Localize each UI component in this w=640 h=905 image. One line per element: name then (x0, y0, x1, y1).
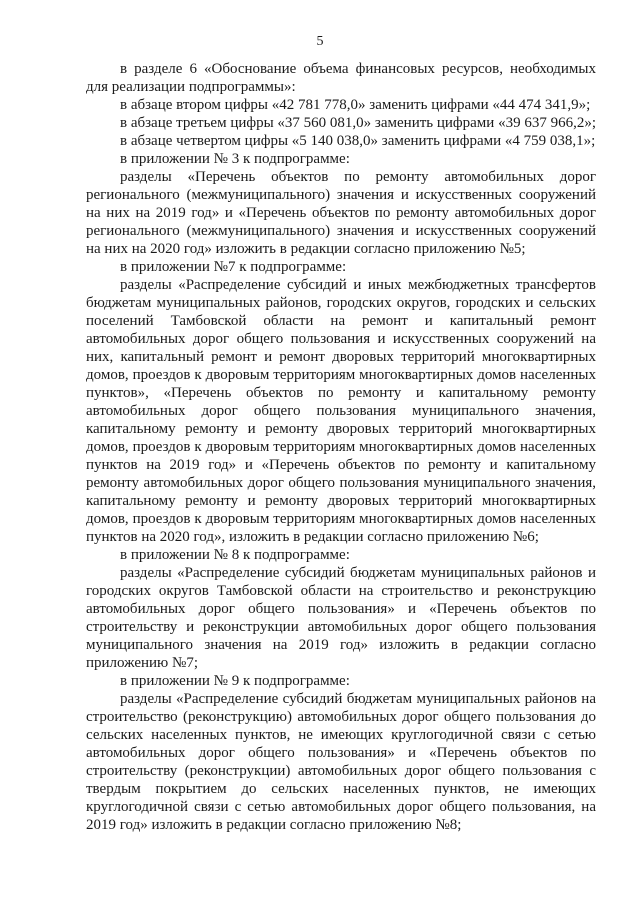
paragraph-appendix-3-heading: в приложении № 3 к подпрограмме: (120, 151, 350, 167)
paragraph-appendix-8-heading: в приложении № 8 к подпрограмме: (120, 547, 350, 563)
paragraph-appendix-7-heading: в приложении №7 к подпрограмме: (120, 259, 347, 275)
paragraph-appendix-9-heading: в приложении № 9 к подпрограмме: (120, 673, 350, 689)
paragraph-abzac-chetvertyy: в абзаце четвертом цифры «5 140 038,0» заменить цифрами «4 759 038,1»; (120, 133, 596, 149)
paragraph-appendix-8-body: разделы «Распределение субсидий бюджетам муниципальных районов и городских округов Тамбовской области на строительство и реконструкцию автомобильных дорог общего пользования» и «Перечень объектов по строительству и реконструкции автомобильных дорог общего пользования муниципального значения на 2019 год» изложить в редакции согласно приложению №7; (86, 565, 596, 671)
paragraph-section-6: в разделе 6 «Обоснование объема финансовых ресурсов, необходимых для реализации подпрограммы»: (86, 61, 596, 95)
paragraph-appendix-3-body: разделы «Перечень объектов по ремонту автомобильных дорог регионального (межмуниципального) значения и искусственных сооружений на них на 2019 год» и «Перечень объектов по ремонту автомобильных дорог регионального (межмуниципального) значения и искусственных сооружений на них на 2020 год» изложить в редакции согласно приложению №5; (86, 169, 596, 257)
page-number: 5 (316, 34, 324, 49)
paragraph-abzac-vtoroy: в абзаце втором цифры «42 781 778,0» заменить цифрами «44 474 341,9»; (120, 97, 591, 113)
paragraph-appendix-7-body: разделы «Распределение субсидий и иных межбюджетных трансфертов бюджетам муниципальных районов, городских округов, городских и сельских поселений Тамбовской области на ремонт и капитальный ремонт автомобильных дорог общего пользования и искусственных сооружений на них, капитальный ремонт и ремонт дворовых территорий многоквартирных домов, проездов к дворовым территориям многоквартирных домов населенных пунктов», «Перечень объектов по ремонту и капитальному ремонту автомобильных дорог общего пользования муниципального значения, капитальному ремонту и ремонту дворовых территорий многоквартирных домов, проездов к дворовым территориям многоквартирных домов населенных пунктов на 2019 год» и «Перечень объектов по ремонту и капитальному ремонту автомобильных дорог общего пользования муниципального значения, капитальному ремонту и ремонту дворовых территорий многоквартирных домов, проездов к дворовым территориям многоквартирных домов населенных пунктов на 2020 год», изложить в редакции согласно приложению №6; (86, 277, 596, 545)
document-body (86, 60, 596, 834)
paragraph-appendix-9-body: разделы «Распределение субсидий бюджетам муниципальных районов на строительство (реконструкцию) автомобильных дорог общего пользования до сельских населенных пунктов, не имеющих круглогодичной связи с сетью автомобильных дорог общего пользования» и «Перечень объектов по строительству (реконструкции) автомобильных дорог общего пользования с твердым покрытием до сельских населенных пунктов, не имеющих круглогодичной связи с сетью автомобильных дорог общего пользования, на 2019 год» изложить в редакции согласно приложению №8; (86, 691, 596, 833)
paragraph-abzac-tretiy: в абзаце третьем цифры «37 560 081,0» заменить цифрами «39 637 966,2»; (120, 115, 596, 131)
